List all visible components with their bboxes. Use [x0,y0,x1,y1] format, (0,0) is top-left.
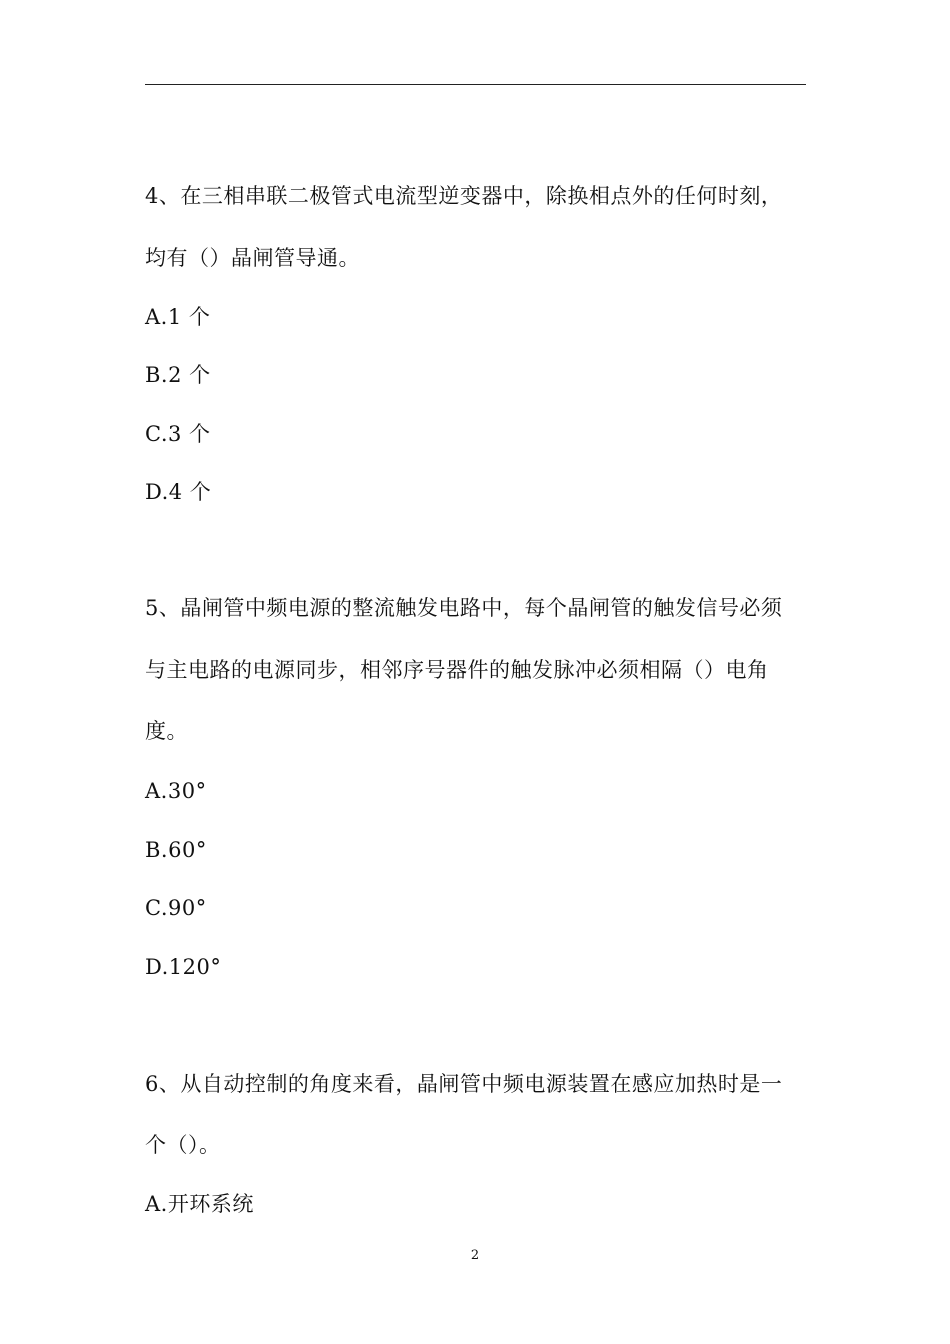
question-4-option-c: C.3 个 [145,422,211,446]
question-5-option-a: A.30° [145,779,207,803]
question-5-option-c: C.90° [145,896,207,920]
question-5-stem-line-2: 与主电路的电源同步，相邻序号器件的触发脉冲必须相隔（）电角 [145,658,769,682]
question-6-stem-line-1: 6、从自动控制的角度来看，晶闸管中频电源装置在感应加热时是一 [145,1072,783,1096]
question-5-stem-line-1: 5、晶闸管中频电源的整流触发电路中，每个晶闸管的触发信号必须 [145,596,783,620]
question-5-stem-line-3: 度。 [145,719,188,743]
question-4-option-b: B.2 个 [145,363,211,387]
question-5-option-d: D.120° [145,955,222,979]
page-number: 2 [470,1248,480,1263]
question-4-option-d: D.4 个 [145,480,212,504]
question-4-option-a: A.1 个 [145,305,211,329]
question-5-option-b: B.60° [145,838,207,862]
header-rule [145,84,806,85]
question-4-stem-line-2: 均有（）晶闸管导通。 [145,246,360,270]
question-6-option-a: A.开环系统 [145,1192,254,1216]
question-4-stem-line-1: 4、在三相串联二极管式电流型逆变器中，除换相点外的任何时刻， [145,184,783,208]
question-6-stem-line-2: 个（）。 [145,1133,221,1157]
